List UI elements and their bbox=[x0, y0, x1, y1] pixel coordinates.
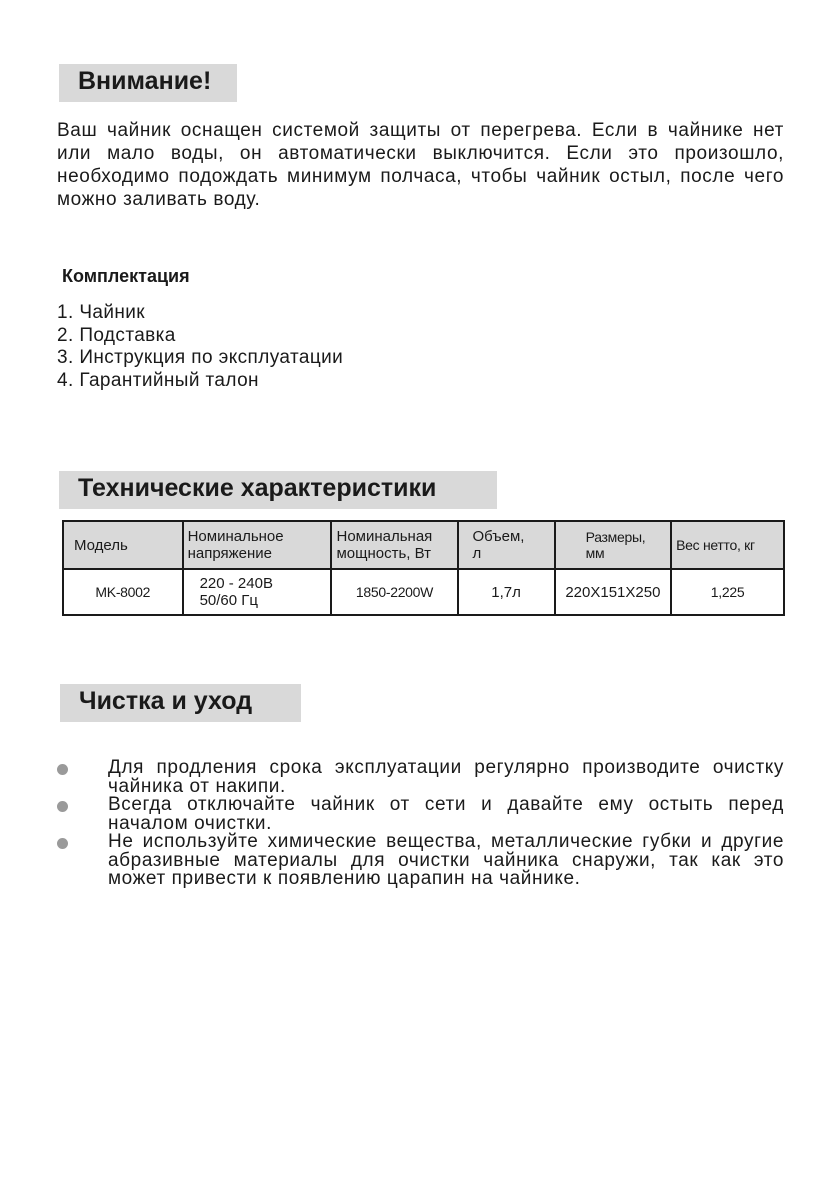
cell-model: MK-8002 bbox=[63, 569, 183, 615]
header-model: Модель bbox=[63, 521, 183, 569]
specs-table bbox=[62, 520, 785, 616]
header-dimensions: Размеры, мм bbox=[555, 521, 671, 569]
list-item: 1. Чайник bbox=[57, 302, 145, 323]
specs-heading: Технические характеристики bbox=[59, 471, 497, 509]
table-header-row bbox=[63, 521, 784, 569]
bullet-icon bbox=[57, 801, 68, 812]
bullet-icon bbox=[57, 838, 68, 849]
warning-text: Ваш чайник оснащен системой защиты от перегрева. Если в чайнике нет или мало воды, он автоматически выключится. Если это произошло, необходимо подождать минимум полчаса, чтобы чайник остыл, после чего можно заливать воду. bbox=[57, 120, 784, 210]
cell-weight: 1,225 bbox=[671, 569, 784, 615]
kit-list bbox=[57, 302, 343, 392]
kit-heading: Комплектация bbox=[62, 266, 190, 286]
header-voltage: Номинальное напряжение bbox=[183, 521, 332, 569]
cell-voltage: 220 - 240В 50/60 Гц bbox=[183, 569, 332, 615]
list-item: 2. Подставка bbox=[57, 324, 176, 346]
table-row bbox=[63, 569, 784, 615]
care-heading: Чистка и уход bbox=[60, 684, 301, 722]
list-item: Для продления срока эксплуатации регулярно производите очистку чайника от накипи. bbox=[57, 759, 784, 796]
warning-heading: Внимание! bbox=[59, 64, 237, 102]
cell-dimensions: 220X151X250 bbox=[555, 569, 671, 615]
cell-power: 1850-2200W bbox=[331, 569, 457, 615]
bullet-icon bbox=[57, 764, 68, 775]
list-item: Всегда отключайте чайник от сети и давайте ему остыть перед началом очистки. bbox=[57, 796, 784, 833]
list-item: 4. Гарантийный талон bbox=[57, 369, 259, 391]
header-power: Номинальная мощность, Вт bbox=[331, 521, 457, 569]
list-item: 3. Инструкция по эксплуатации bbox=[57, 347, 344, 368]
cell-volume: 1,7л bbox=[458, 569, 555, 615]
care-list bbox=[57, 759, 784, 889]
header-weight: Вес нетто, кг bbox=[671, 521, 784, 569]
header-volume: Объем, л bbox=[458, 521, 555, 569]
list-item: Не используйте химические вещества, металлические губки и другие абразивные материалы для очистки чайника снаружи, так как это может привести к появлению царапин на чайнике. bbox=[57, 833, 784, 889]
